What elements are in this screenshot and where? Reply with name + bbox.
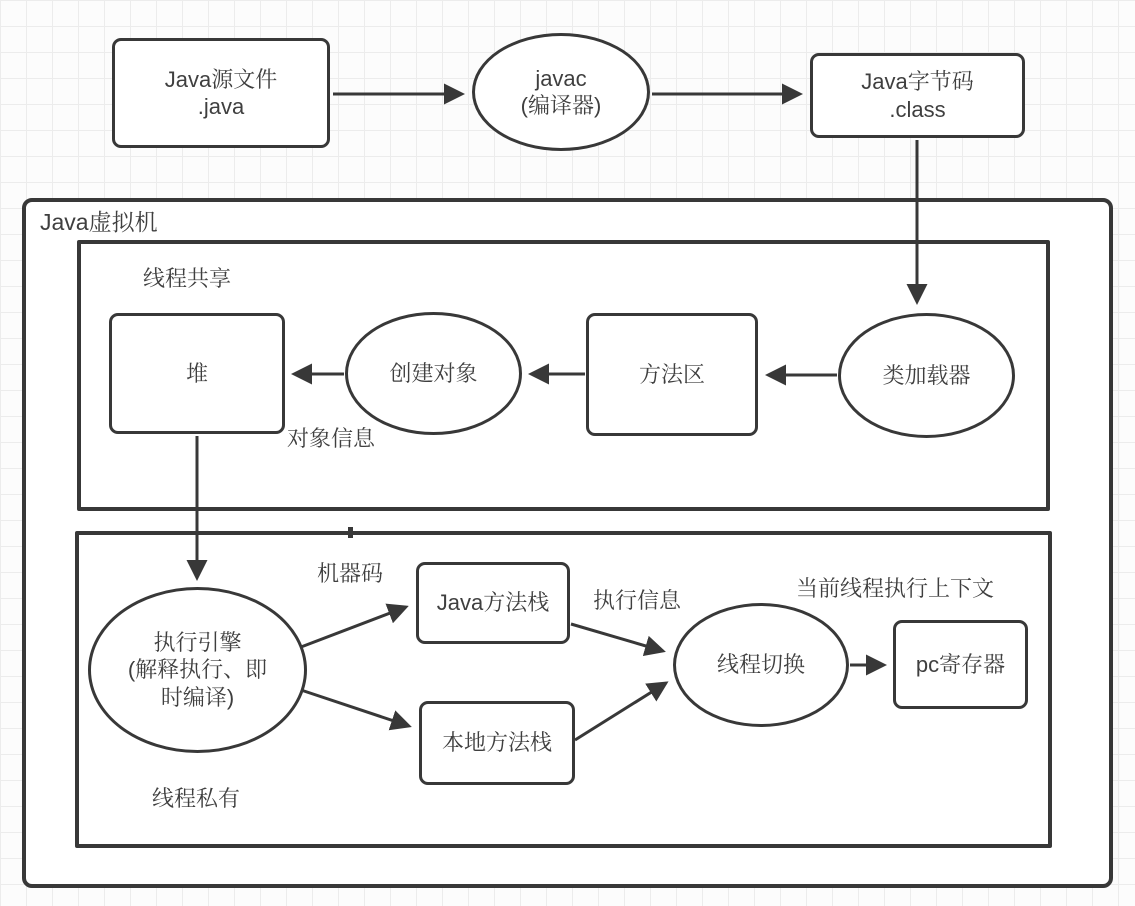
node-pc-register [893,620,1028,709]
node-create-object-label: 创建对象 [389,360,478,386]
node-java-method-stack-label: Java方法栈 [436,590,550,616]
connector-tick [348,527,353,538]
label-current-thread-context: 当前线程执行上下文 [796,576,995,601]
node-native-method-stack-label: 本地方法栈 [441,730,552,756]
node-thread-switch [673,603,849,727]
label-thread-private: 线程私有 [152,786,241,811]
node-javac-compiler [472,33,650,151]
node-java-bytecode [810,53,1025,138]
node-javac-line1: javac [535,65,587,91]
label-jvm-title: Java虚拟机 [40,209,158,235]
node-java-bytecode-line2: .class [889,96,946,122]
node-heap-label: 堆 [185,360,208,386]
label-machine-code: 机器码 [317,561,384,586]
node-class-loader-label: 类加载器 [882,362,971,388]
node-java-bytecode-line1: Java字节码 [861,69,974,94]
node-java-source-line1: Java源文件 [164,66,278,92]
node-method-area [586,313,758,436]
node-method-area-label: 方法区 [638,361,705,387]
node-native-method-stack [419,701,575,785]
node-execution-engine-line3: 时编译) [160,684,235,710]
node-javac-line2: (编译器) [520,93,602,118]
node-thread-switch-label: 线程切换 [716,652,805,678]
label-object-info: 对象信息 [287,426,376,451]
node-execution-engine [88,587,307,753]
node-pc-register-label: pc寄存器 [915,651,1006,677]
label-execution-info: 执行信息 [593,588,682,613]
node-create-object [345,312,522,435]
node-java-source-line2: .java [197,94,245,119]
node-java-source [112,38,330,148]
node-heap [109,313,285,434]
node-execution-engine-line1: 执行引擎 [153,629,242,655]
label-thread-shared: 线程共享 [143,266,232,291]
node-java-method-stack [416,562,570,644]
node-execution-engine-line2: (解释执行、即 [127,657,268,683]
node-class-loader [838,313,1015,438]
